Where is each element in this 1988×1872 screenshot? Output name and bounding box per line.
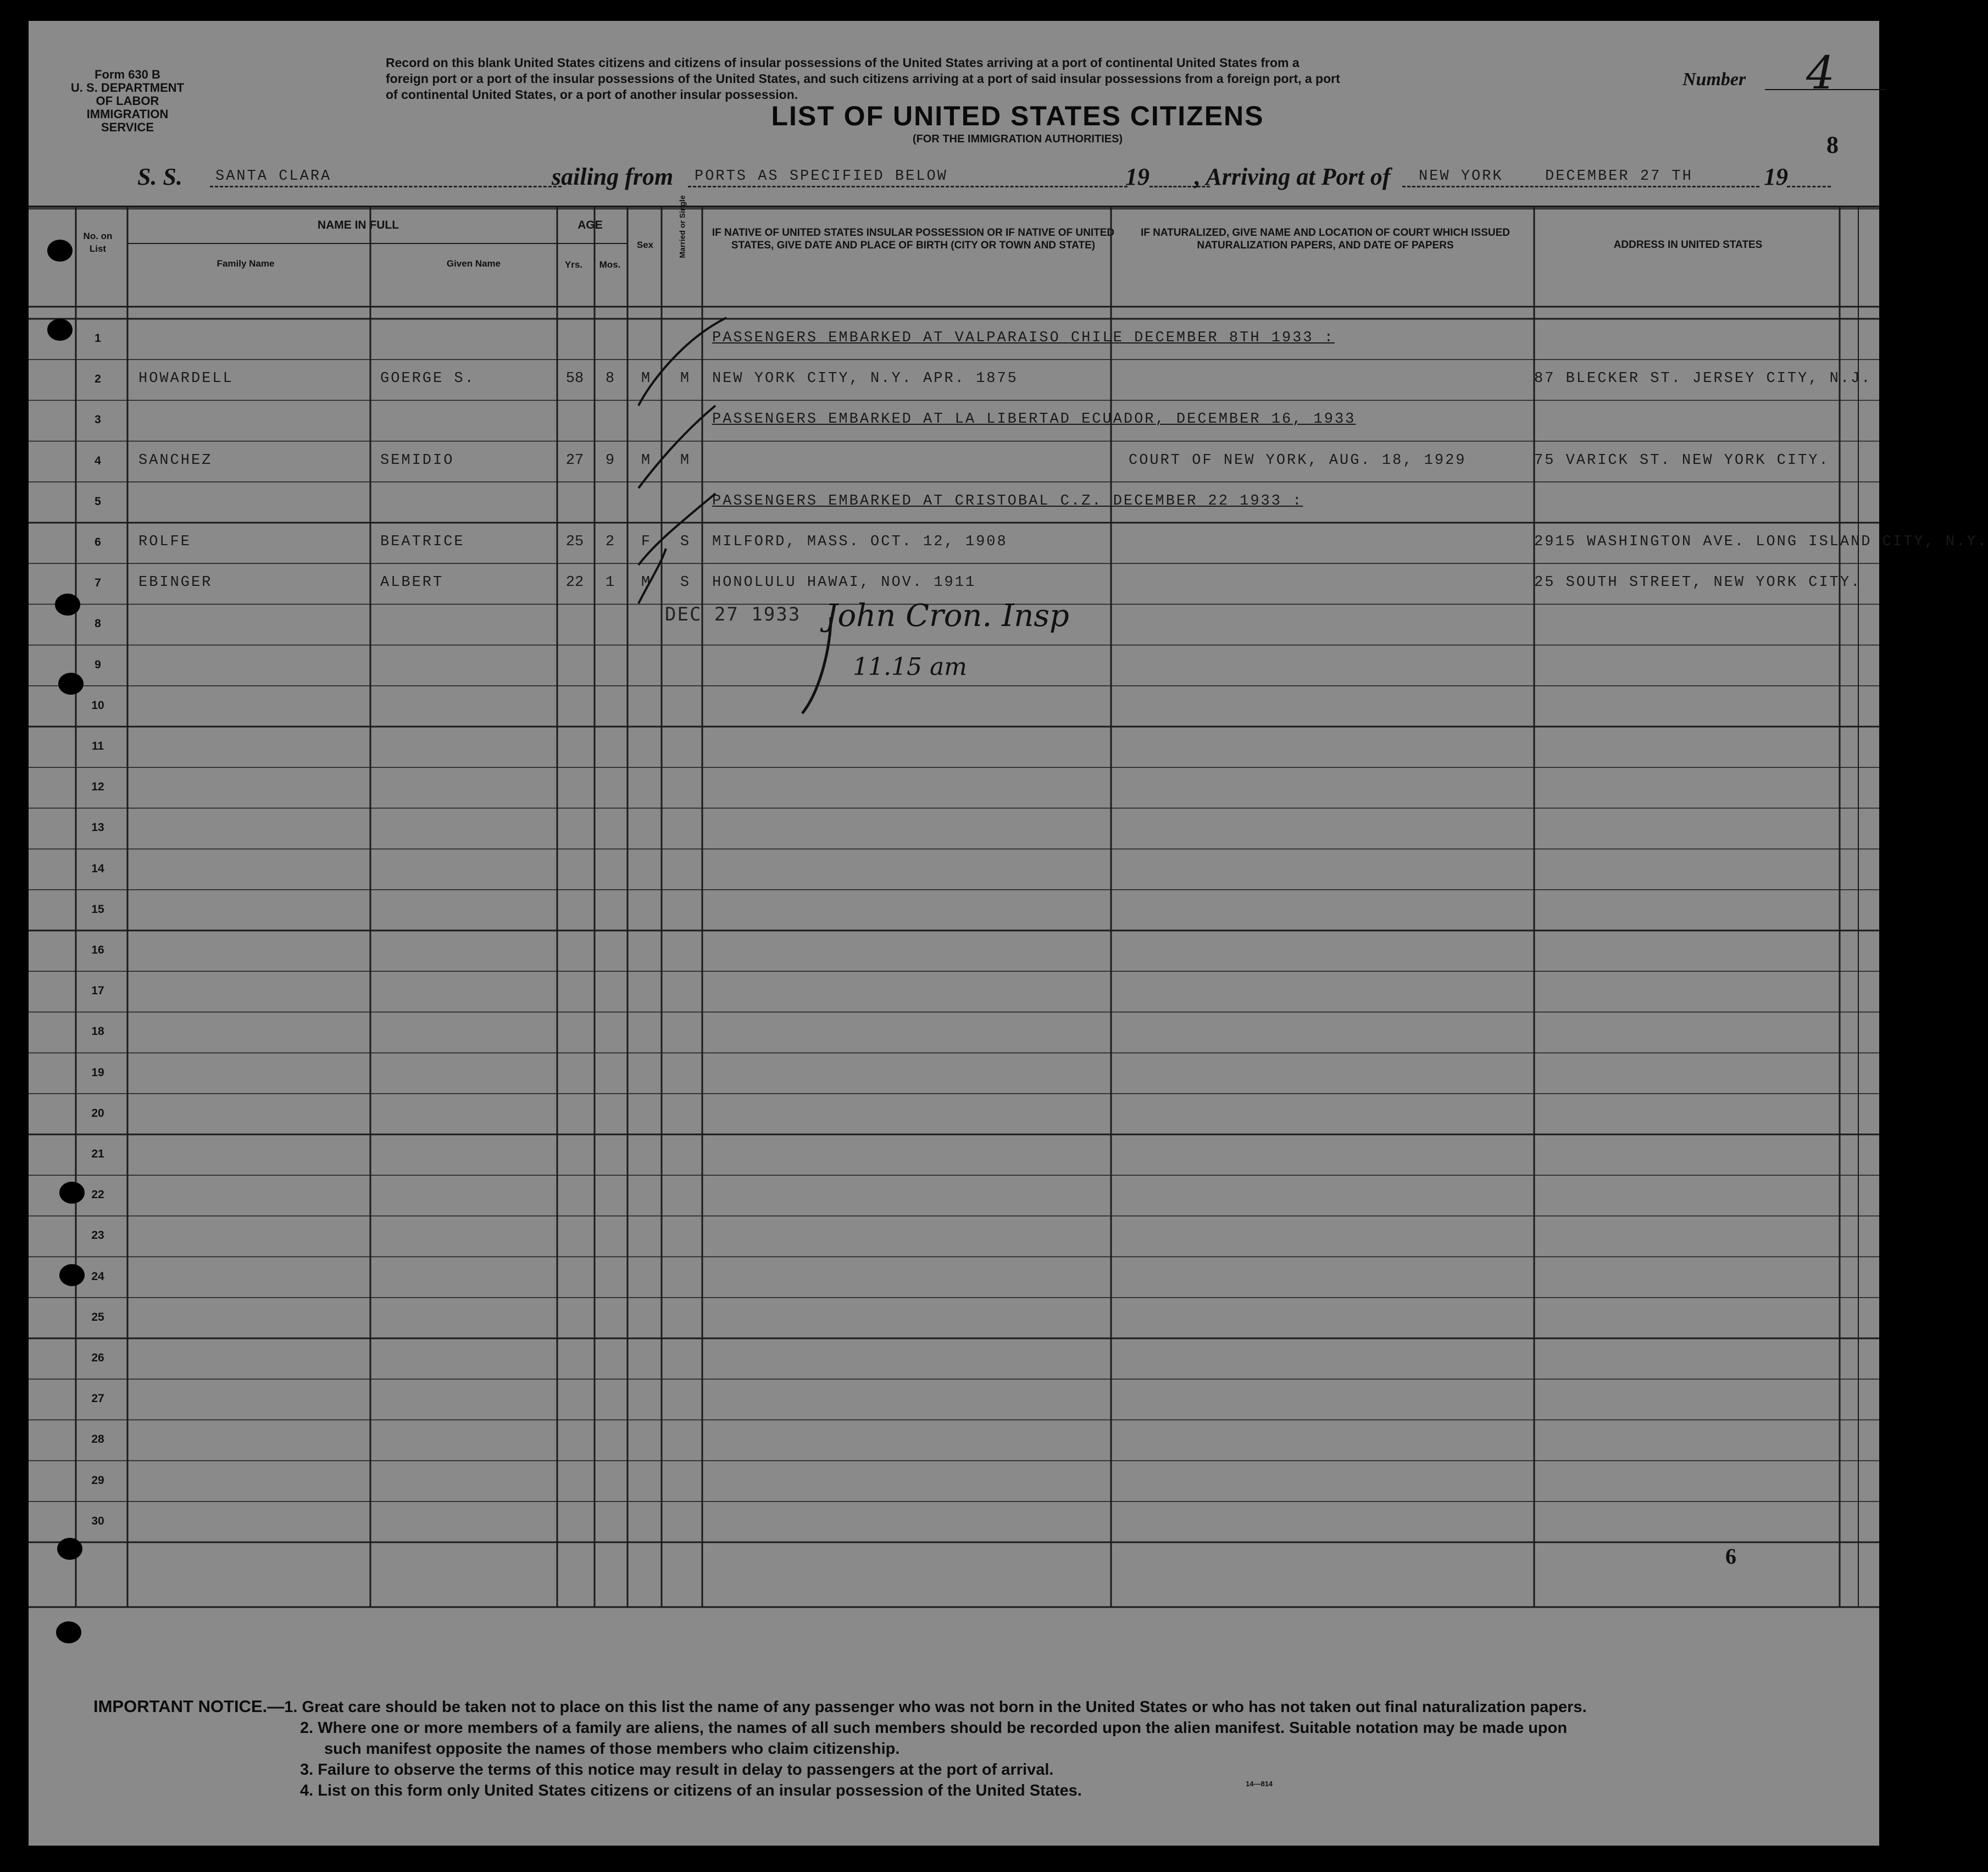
cell-given: GOERGE S. — [380, 370, 475, 387]
cell-addr: 87 BLECKER ST. JERSEY CITY, N.J. — [1534, 370, 1872, 387]
cell-addr: 2915 WASHINGTON AVE. LONG ISLAND CITY, N.Y. — [1534, 534, 1988, 550]
binder-hole — [55, 594, 80, 616]
cell-native: PASSENGERS EMBARKED AT VALPARAISO CHILE DECEMBER 8TH 1933 : — [712, 330, 1335, 346]
cell-ms: M — [680, 370, 690, 387]
cell-sex: M — [641, 452, 651, 469]
department-text: U. S. DEPARTMENT OF LABOR — [70, 81, 185, 108]
col-header-mos: Mos. — [599, 259, 621, 270]
cell-n: 20 — [91, 1106, 104, 1120]
notice-label: IMPORTANT NOTICE.— — [93, 1697, 285, 1716]
cell-given: BEATRICE — [380, 534, 465, 550]
cell-n: 19 — [91, 1066, 104, 1079]
important-notice — [93, 1696, 1587, 1801]
cell-n: 13 — [91, 821, 104, 834]
notice-item: 1. Great care should be taken not to place on this list the name of any passenger who was not born in the United States or who has not taken out final naturalization papers. — [284, 1698, 1587, 1716]
cell-family: EBINGER — [138, 574, 213, 591]
corner-mark: 6 — [1725, 1544, 1736, 1569]
cell-native: MILFORD, MASS. OCT. 12, 1908 — [712, 534, 1008, 550]
col-header-age: AGE — [577, 219, 603, 231]
cell-n: 1 — [95, 332, 101, 345]
signature-flourish — [798, 614, 842, 724]
cell-yrs: 25 — [565, 534, 584, 550]
cell-mos: 2 — [605, 534, 615, 550]
notice-item: 4. List on this form only United States citizens or citizens of an insular possession of the United States. — [300, 1782, 1082, 1799]
cell-addr: 25 SOUTH STREET, NEW YORK CITY. — [1534, 574, 1862, 591]
notice-item: such manifest opposite the names of those members who claim citizenship. — [324, 1740, 900, 1758]
binder-hole — [59, 1264, 85, 1286]
arriving-label: , Arriving at Port of — [1195, 163, 1391, 190]
cell-n: 2 — [95, 373, 101, 386]
number-value: 4 — [1806, 47, 1835, 99]
cell-sex: F — [641, 534, 651, 550]
cell-ms: S — [680, 574, 690, 591]
binder-hole — [57, 1538, 82, 1560]
cell-n: 14 — [91, 862, 104, 875]
cell-family: HOWARDELL — [138, 370, 234, 387]
col-header-naturalized: IF NATURALIZED, GIVE NAME AND LOCATION OF COURT WHICH ISSUED NATURALIZATION PAPERS, AND DATE OF PAPERS — [1140, 227, 1510, 251]
cell-native: HONOLULU HAWAI, NOV. 1911 — [712, 574, 976, 591]
cell-ms: S — [680, 534, 690, 550]
cell-n: 26 — [91, 1352, 104, 1364]
cell-n: 23 — [91, 1229, 104, 1242]
cell-nat: COURT OF NEW YORK, AUG. 18, 1929 — [1129, 452, 1467, 469]
print-code: 14—814 — [1246, 1780, 1273, 1788]
notice-item: 2. Where one or more members of a family are aliens, the names of all such members should be recorded upon the alien manifest. Suitable notation may be made upon — [300, 1719, 1568, 1737]
cell-family: ROLFE — [138, 534, 192, 550]
document-title: LIST OF UNITED STATES CITIZENS — [771, 101, 1264, 131]
cell-native: PASSENGERS EMBARKED AT LA LIBERTAD ECUADOR, DECEMBER 16, 1933 — [712, 411, 1356, 428]
cell-n: 6 — [95, 536, 101, 549]
binder-hole — [56, 1621, 81, 1643]
col-header-married: Married or Single — [678, 195, 687, 258]
date-stamp: DEC 27 1933 — [665, 603, 801, 625]
year-prefix-1: 19 — [1125, 163, 1150, 190]
binder-hole — [59, 1182, 85, 1204]
cell-family: SANCHEZ — [138, 452, 213, 469]
cell-n: 8 — [95, 617, 101, 630]
sailing-from: PORTS AS SPECIFIED BELOW — [695, 168, 948, 185]
manifest-sheet — [29, 21, 1988, 1846]
cell-n: 15 — [91, 902, 104, 916]
cell-n: 3 — [95, 413, 101, 427]
table-grid — [29, 21, 1879, 1846]
cell-n: 7 — [95, 577, 101, 590]
cell-sex: M — [641, 370, 651, 387]
col-header-sex: Sex — [636, 240, 654, 250]
cell-ms: M — [680, 452, 690, 469]
cell-n: 27 — [91, 1392, 104, 1405]
check-marks — [633, 307, 743, 614]
cell-given: ALBERT — [380, 574, 444, 591]
col-header-yrs: Yrs. — [564, 259, 583, 270]
cell-n: 28 — [91, 1433, 104, 1446]
instruction-line: foreign port or a port of the insular possessions of the United States, and such citizens arriving at a port of said insular possessions from a foreign port, a port — [386, 71, 1340, 86]
form-number-text: Form 630 B — [95, 68, 160, 81]
cell-n: 18 — [91, 1025, 104, 1038]
binder-hole — [47, 240, 73, 262]
cell-sex: M — [641, 574, 651, 591]
cell-n: 10 — [91, 699, 104, 712]
cell-n: 29 — [91, 1474, 104, 1487]
cell-n: 24 — [91, 1270, 104, 1283]
cell-n: 25 — [91, 1310, 104, 1323]
number-label: Number — [1682, 69, 1746, 90]
col-header-given: Given Name — [446, 258, 501, 269]
cell-native: PASSENGERS EMBARKED AT CRISTOBAL C.Z. DECEMBER 22 1933 : — [712, 492, 1303, 509]
binder-hole — [47, 319, 73, 341]
arrival-port: NEW YORK — [1419, 168, 1503, 185]
cell-n: 21 — [91, 1148, 104, 1160]
arrival-date: DECEMBER 27 TH — [1545, 168, 1693, 185]
cell-mos: 8 — [605, 370, 615, 387]
cell-n: 16 — [91, 944, 104, 956]
cell-n: 9 — [95, 658, 101, 671]
col-header-native: IF NATIVE OF UNITED STATES INSULAR POSSESSION OR IF NATIVE OF UNITED STATES, GIVE DATE AND PLACE OF BIRTH (CITY OR TOWN AND STATE) — [712, 227, 1115, 251]
cell-n: 17 — [91, 984, 104, 998]
document-subtitle: (FOR THE IMMIGRATION AUTHORITIES) — [912, 133, 1123, 145]
cell-native: NEW YORK CITY, N.Y. APR. 1875 — [712, 370, 1018, 387]
cell-mos: 1 — [605, 574, 615, 591]
cell-mos: 9 — [605, 452, 615, 469]
cell-yrs: 27 — [565, 452, 584, 469]
col-header-family: Family Name — [216, 258, 275, 269]
cell-n: 12 — [91, 780, 104, 794]
cell-n: 5 — [95, 495, 101, 508]
ss-label: S. S. — [137, 163, 182, 190]
cell-yrs: 58 — [565, 370, 584, 387]
cell-n: 22 — [91, 1188, 104, 1201]
cell-given: SEMIDIO — [380, 452, 454, 469]
cell-n: 4 — [95, 454, 101, 467]
ship-name: SANTA CLARA — [215, 168, 332, 185]
service-text: IMMIGRATION SERVICE — [86, 107, 169, 134]
binder-hole — [58, 673, 84, 695]
sailing-label: sailing from — [552, 163, 674, 190]
notice-item: 3. Failure to observe the terms of this notice may result in delay to passengers at the port of arrival. — [300, 1761, 1054, 1779]
instruction-line: of continental United States, or a port of another insular possession. — [386, 87, 798, 102]
time-note: 11.15 am — [853, 653, 967, 681]
cell-addr: 75 VARICK ST. NEW YORK CITY. — [1534, 452, 1830, 469]
cell-n: 30 — [91, 1514, 104, 1527]
cell-yrs: 22 — [565, 574, 584, 591]
col-header-address: ADDRESS IN UNITED STATES — [1613, 239, 1763, 251]
cell-n: 11 — [91, 740, 104, 752]
col-header-name-full: NAME IN FULL — [317, 219, 399, 231]
year-prefix-2: 19 — [1764, 163, 1788, 190]
instruction-line: Record on this blank United States citizens and citizens of insular possessions of the United States arriving at a port of continental United States from a — [386, 56, 1300, 70]
col-header-no: No. on List — [83, 231, 113, 254]
page-mark: 8 — [1826, 131, 1839, 158]
inspector-signature: John Cron. Insp — [825, 598, 1069, 634]
